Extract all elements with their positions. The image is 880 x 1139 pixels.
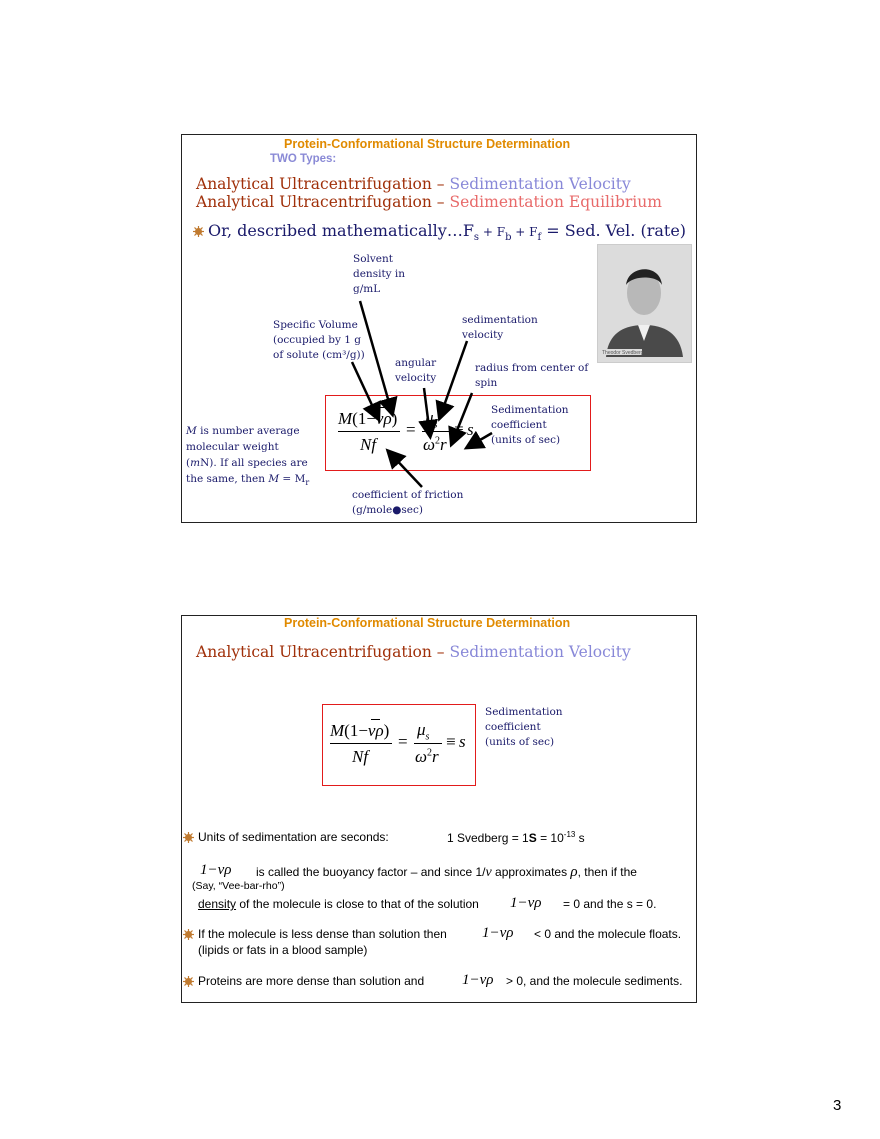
paren: ) xyxy=(391,409,398,428)
bullet-icon xyxy=(183,976,194,987)
buoy-text: is called the buoyancy factor – and since 1/ xyxy=(256,865,486,879)
omega-symbol: ω xyxy=(415,747,428,766)
sub-f: f xyxy=(537,232,542,244)
slide-1-subheader: TWO Types: xyxy=(270,153,337,165)
note-text: the same, then xyxy=(186,473,269,485)
proteins-expression: 1−νρ xyxy=(462,972,494,988)
label-line: coefficient xyxy=(485,721,541,733)
equals: = xyxy=(406,420,416,439)
slide-1-header: Protein-Conformational Structure Determination xyxy=(284,137,571,151)
equation-box xyxy=(322,704,476,786)
r-symbol: r xyxy=(440,435,447,454)
less-dense-end: < 0 and the molecule floats. xyxy=(534,927,682,941)
s-symbol: s xyxy=(459,732,466,751)
mu-symbol: μ xyxy=(417,720,426,739)
label-line: Sedimentation xyxy=(485,706,563,718)
sub-s: s xyxy=(433,419,438,431)
note-text: ( xyxy=(186,457,191,469)
buoyancy-text xyxy=(256,864,637,881)
slide-1 xyxy=(181,134,697,523)
sup-2: 2 xyxy=(435,435,441,447)
nu-symbol: ν xyxy=(485,865,492,880)
svedberg-exp: -13 xyxy=(563,830,576,839)
label-line: Sedimentation xyxy=(491,404,569,416)
mu-s xyxy=(417,720,429,742)
arrow-solvent xyxy=(360,301,392,413)
density-rest: of the molecule is close to that of the solution xyxy=(236,897,479,911)
svedberg-text: = 10 xyxy=(536,831,564,845)
svedberg-text: s xyxy=(575,831,585,845)
numerator xyxy=(330,721,389,741)
dash: – xyxy=(431,193,450,211)
sup-2: 2 xyxy=(427,747,433,759)
rho-symbol: ρ xyxy=(383,409,392,428)
note-text: is number average xyxy=(196,425,300,437)
bullet-icon xyxy=(183,929,194,940)
r-symbol: r xyxy=(432,747,439,766)
label-line: g/mL xyxy=(353,283,381,295)
label-line: (units of sec) xyxy=(491,434,561,446)
auc-label: Analytical Ultracentrifugation xyxy=(196,643,432,661)
dash: – xyxy=(431,175,450,193)
omega-symbol: ω xyxy=(423,435,436,454)
arrow-sedimentation-velocity xyxy=(440,341,467,417)
auc-label: Analytical Ultracentrifugation xyxy=(196,193,432,211)
label-line: velocity xyxy=(395,372,437,384)
paren: ) xyxy=(383,721,390,740)
density-text xyxy=(198,897,479,911)
denominator: Nf xyxy=(352,747,369,766)
equilibrium-label: Sedimentation Equilibrium xyxy=(449,193,662,211)
auc-velocity-line xyxy=(196,643,631,661)
sedimentation-coefficient-label xyxy=(485,705,563,750)
fraction-bar xyxy=(330,743,392,744)
label-line: coefficient xyxy=(491,419,547,431)
label-line: density in xyxy=(353,268,406,280)
label-line: (occupied by 1 g xyxy=(273,334,362,346)
nu-symbol: ν xyxy=(367,721,376,740)
label-line: spin xyxy=(475,377,498,389)
slide-2 xyxy=(181,615,697,1003)
equals: = xyxy=(398,732,408,751)
label-line: radius from center of xyxy=(475,362,589,374)
fraction-bar xyxy=(414,743,442,744)
label-line: coefficient of friction xyxy=(352,489,464,501)
sub-b: b xyxy=(505,232,512,244)
proteins-text: Proteins are more dense than solution and xyxy=(198,974,425,988)
label-line: angular xyxy=(395,357,437,369)
buoy-text: , then if the xyxy=(577,865,637,879)
mu-symbol: μ xyxy=(425,408,434,427)
arrow-specific-volume xyxy=(352,362,378,418)
label-line: Specific Volume xyxy=(273,319,358,331)
bullet-text: Or, described mathematically…F xyxy=(208,221,474,240)
bullet-icon xyxy=(183,832,194,843)
M-symbol: M xyxy=(186,425,197,437)
arrow-friction xyxy=(389,452,422,487)
arrow-coefficient xyxy=(468,433,492,447)
label-line: sedimentation xyxy=(462,314,538,326)
denominator: Nf xyxy=(360,435,377,454)
dash: – xyxy=(431,643,450,661)
note-text: = M xyxy=(279,473,306,485)
arrow-radius xyxy=(452,393,472,443)
note-text: N). If all species are xyxy=(200,457,308,469)
buoyancy-expression: 1−νρ xyxy=(200,862,232,878)
nu-symbol: ν xyxy=(375,409,384,428)
label-line: (g/mole●sec) xyxy=(352,504,423,516)
less-dense-text: If the molecule is less dense than solution then xyxy=(198,927,447,941)
paren: (1− xyxy=(352,409,376,428)
proteins-end: > 0, and the molecule sediments. xyxy=(506,974,683,988)
density-end: = 0 and the s = 0. xyxy=(563,897,657,911)
sub-s: s xyxy=(425,731,430,743)
svedberg-text: 1 Svedberg = 1 xyxy=(447,831,529,845)
page-number: 3 xyxy=(833,1097,842,1114)
plus: + F xyxy=(479,225,506,239)
equiv: ≡ xyxy=(446,732,456,751)
label-line: velocity xyxy=(462,329,504,341)
omega-r xyxy=(415,747,439,767)
bullet-end: = Sed. Vel. (rate) xyxy=(541,221,687,240)
label-line: of solute (cm³/g)) xyxy=(273,349,365,361)
label-line: (units of sec) xyxy=(485,736,555,748)
v-bar xyxy=(371,719,380,720)
svedberg-definition xyxy=(447,830,585,845)
plus: + F xyxy=(511,225,538,239)
rho-symbol: ρ xyxy=(570,864,578,880)
paren: (1− xyxy=(344,721,368,740)
sub-s: s xyxy=(473,232,480,244)
density-word: density xyxy=(198,897,237,911)
velocity-label: Sedimentation Velocity xyxy=(449,175,631,193)
units-text: Units of sedimentation are seconds: xyxy=(198,830,389,844)
less-dense-expression: 1−νρ xyxy=(482,925,514,941)
buoy-text: approximates xyxy=(491,865,571,879)
M-symbol: M xyxy=(330,721,345,740)
note-text: molecular weight xyxy=(186,441,279,453)
arrows xyxy=(182,135,698,524)
m-symbol: m xyxy=(190,457,201,469)
auc-label: Analytical Ultracentrifugation xyxy=(196,175,432,193)
photo-caption: Theodor Svedberg xyxy=(602,350,644,356)
lipids-note: (lipids or fats in a blood sample) xyxy=(198,943,368,957)
slide-2-header: Protein-Conformational Structure Determination xyxy=(284,616,571,630)
r-sub: r xyxy=(305,478,310,488)
label-line: Solvent xyxy=(353,253,394,265)
density-expression: 1−νρ xyxy=(510,895,542,911)
velocity-label: Sedimentation Velocity xyxy=(449,643,631,661)
svedberg-S: S xyxy=(528,831,537,845)
s-symbol: s xyxy=(467,420,474,439)
equiv: ≡ xyxy=(454,420,464,439)
arrow-angular xyxy=(424,388,430,435)
rho-symbol: ρ xyxy=(375,721,384,740)
M-symbol: M xyxy=(338,409,353,428)
pronunciation-note: (Say, “Vee-bar-rho”) xyxy=(192,880,285,892)
M-symbol: M xyxy=(268,473,280,485)
